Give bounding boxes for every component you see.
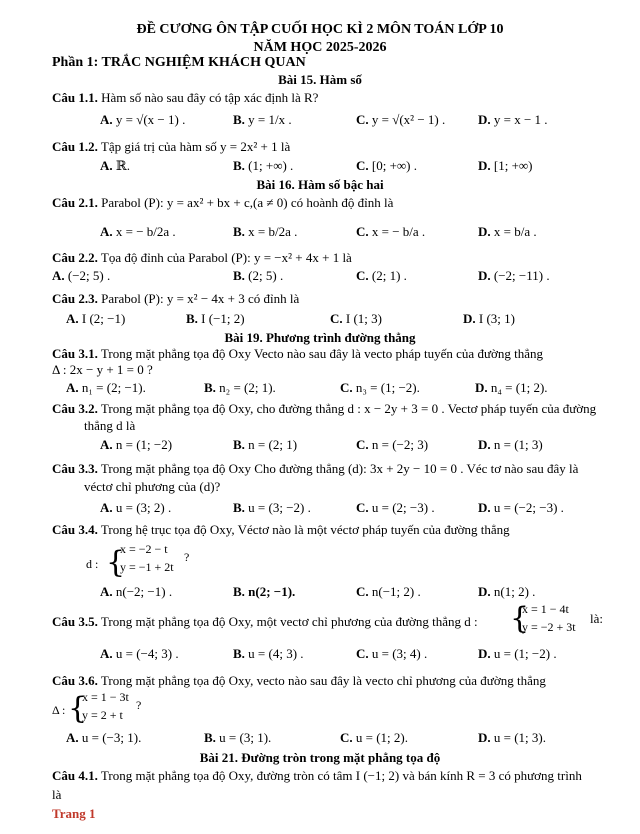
question-3-6: Câu 3.6. Trong mặt phẳng tọa độ Oxy, vecto nào sau đây là vecto chỉ phương của đường thẳng	[52, 673, 546, 688]
question-4-1-line2: là	[52, 787, 62, 802]
q22-option-c[interactable]: C. (2; 1) .	[356, 268, 407, 283]
question-1-1: Câu 1.1. Hàm số nào sau đây có tập xác định là R?	[52, 90, 319, 105]
q21-option-c[interactable]: C. x = − b/a .	[356, 224, 426, 239]
question-4-1: Câu 4.1. Trong mặt phẳng tọa độ Oxy, đường tròn có tâm I (−1; 2) và bán kính R = 3 có phương trình	[52, 768, 582, 783]
brace-icon: {	[510, 601, 530, 636]
q33-option-b[interactable]: B. u = (3; −2) .	[233, 500, 311, 515]
question-1-2: Câu 1.2. Tập giá trị của hàm số y = 2x² + 1 là	[52, 139, 291, 154]
q21-option-d[interactable]: D. x = b/a .	[478, 224, 537, 239]
question-3-3: Câu 3.3. Trong mặt phẳng tọa độ Oxy Cho đường thẳng (d): 3x + 2y − 10 = 0 . Véc tơ nào sau đây là	[52, 461, 579, 476]
q34-option-c[interactable]: C. n(−1; 2) .	[356, 584, 421, 599]
lesson-21-heading: Bài 21. Đường tròn trong mặt phẳng tọa độ	[199, 750, 441, 765]
part-heading: Phần 1: TRẮC NGHIỆM KHÁCH QUAN	[52, 55, 306, 70]
q22-option-d[interactable]: D. (−2; −11) .	[478, 268, 550, 283]
brace-icon: {	[68, 691, 88, 726]
q33-option-d[interactable]: D. u = (−2; −3) .	[478, 500, 564, 515]
q21-option-b[interactable]: B. x = b/2a .	[233, 224, 298, 239]
question-3-3-line2: véctơ chỉ phương của (d)?	[84, 479, 221, 494]
question-3-4: Câu 3.4. Trong hệ trục tọa độ Oxy, Véctơ nào là một véctơ pháp tuyến của đường thẳng	[52, 522, 510, 537]
q35-option-d[interactable]: D. u = (1; −2) .	[478, 646, 557, 661]
lesson-16-heading: Bài 16. Hàm số bậc hai	[256, 177, 384, 192]
q32-option-a[interactable]: A. n = (1; −2)	[100, 437, 173, 452]
question-3-1-line2: Δ : 2x − y + 1 = 0 ?	[52, 362, 153, 377]
q31-option-d[interactable]: D. n₄ = (1; 2).	[475, 380, 548, 395]
q36-option-c[interactable]: C. u = (1; 2).	[340, 730, 408, 745]
q12-option-c[interactable]: C. [0; +∞) .	[356, 158, 418, 173]
q32-option-d[interactable]: D. n = (1; 3)	[478, 437, 543, 452]
q22-option-a[interactable]: A. (−2; 5) .	[52, 268, 111, 283]
question-3-1: Câu 3.1. Trong mặt phẳng tọa độ Oxy Vecto nào sau đây là vecto pháp tuyến của đường thẳng	[52, 346, 543, 361]
q11-option-a[interactable]: A. y = √(x − 1) .	[100, 112, 186, 127]
q35-option-b[interactable]: B. u = (4; 3) .	[233, 646, 304, 661]
q32-option-b[interactable]: B. n = (2; 1)	[233, 437, 298, 452]
q23-option-b[interactable]: B. I (−1; 2)	[186, 311, 245, 326]
page-number: Trang 1	[52, 806, 96, 821]
q12-option-d[interactable]: D. [1; +∞)	[478, 158, 533, 173]
question-3-2-line2: thẳng d là	[84, 418, 136, 433]
q33-option-c[interactable]: C. u = (2; −3) .	[356, 500, 435, 515]
document-title: ĐỀ CƯƠNG ÔN TẬP CUỐI HỌC KÌ 2 MÔN TOÁN LỚP 10	[136, 22, 504, 37]
q12-option-a[interactable]: A. ℝ.	[100, 158, 130, 173]
lesson-15-heading: Bài 15. Hàm số	[278, 72, 362, 87]
q22-option-b[interactable]: B. (2; 5) .	[233, 268, 284, 283]
q36-option-b[interactable]: B. u = (3; 1).	[204, 730, 272, 745]
q31-option-b[interactable]: B. n₂ = (2; 1).	[204, 380, 276, 395]
question-2-2: Câu 2.2. Tọa độ đỉnh của Parabol (P): y = −x² + 4x + 1 là	[52, 250, 352, 265]
q35-option-a[interactable]: A. u = (−4; 3) .	[100, 646, 179, 661]
q32-option-c[interactable]: C. n = (−2; 3)	[356, 437, 429, 452]
q21-option-a[interactable]: A. x = − b/2a .	[100, 224, 176, 239]
q11-option-d[interactable]: D. y = x − 1 .	[478, 112, 548, 127]
q31-option-a[interactable]: A. n₁ = (2; −1).	[66, 380, 146, 395]
q36-option-a[interactable]: A. u = (−3; 1).	[66, 730, 142, 745]
question-3-5: Câu 3.5. Trong mặt phẳng tọa độ Oxy, một vectơ chỉ phương của đường thẳng d :	[52, 614, 478, 629]
q23-option-c[interactable]: C. I (1; 3)	[330, 311, 382, 326]
q31-option-c[interactable]: C. n₃ = (1; −2).	[340, 380, 420, 395]
q11-option-b[interactable]: B. y = 1/x .	[233, 112, 292, 127]
brace-icon: {	[106, 545, 126, 580]
q36-option-d[interactable]: D. u = (1; 3).	[478, 730, 546, 745]
q34-option-b[interactable]: B. n(2; −1).	[233, 584, 296, 599]
q23-option-d[interactable]: D. I (3; 1)	[463, 311, 515, 326]
q35-option-c[interactable]: C. u = (3; 4) .	[356, 646, 428, 661]
q12-option-b[interactable]: B. (1; +∞) .	[233, 158, 294, 173]
q34-option-a[interactable]: A. n(−2; −1) .	[100, 584, 173, 599]
school-year: NĂM HỌC 2025-2026	[253, 40, 387, 55]
q33-option-a[interactable]: A. u = (3; 2) .	[100, 500, 172, 515]
q34-option-d[interactable]: D. n(1; 2) .	[478, 584, 536, 599]
q23-option-a[interactable]: A. I (2; −1)	[66, 311, 126, 326]
question-3-2: Câu 3.2. Trong mặt phẳng tọa độ Oxy, cho đường thẳng d : x − 2y + 3 = 0 . Vectơ pháp tuyến của đường	[52, 401, 597, 416]
lesson-19-heading: Bài 19. Phương trình đường thẳng	[224, 330, 416, 345]
q11-option-c[interactable]: C. y = √(x² − 1) .	[356, 112, 446, 127]
document-page: ĐỀ CƯƠNG ÔN TẬP CUỐI HỌC KÌ 2 MÔN TOÁN LỚP 10 NĂM HỌC 2025-2026 Phần 1: TRẮC NGHIỆM KHÁCH QUAN Bài 15. Hàm số Câu 1.1. Hàm số nào sau đây có tập xác định là R? A. y = √(x − 1) . B. y = 1/x . C. y = √(x² − 1) . D. y = x − 1 . Câu 1.2. Tập giá trị của hàm số y = 2x² + 1 là A. ℝ. B. (1; +∞) . C. [0; +∞) . D. [1; +∞) Bài 16. Hàm số bậc hai Câu 2.1. Parabol (P): y = ax² + bx + c,(a ≠ 0) có hoành độ đỉnh là A. x = − b/2a . B. x = b/2a . C. x = − b/a . D. x = b/a . Câu 2.2. Tọa độ đỉnh của Parabol (P): y = −x² + 4x + 1 là A. (−2; 5) . B. (2; 5) . C. (2; 1) . D. (−2; −11) . Câu 2.3. Parabol (P): y = x² − 4x + 3 có đỉnh là A. I (2; −1) B. I (−1; 2) C. I (1; 3) D. I (3; 1) Bài 19. Phương trình đường thẳng Câu 3.1. Trong mặt phẳng tọa độ Oxy Vecto nào sau đây là vecto pháp tuyến của đường thẳng Δ : 2x − y + 1 = 0 ? A. n₁ = (2; −1). B. n₂ = (2; 1). C. n₃ = (1; −2). D. n₄ = (1; 2). Câu 3.2. Trong mặt phẳng tọa độ Oxy, cho đường thẳng d : x − 2y + 3 = 0 . Vectơ pháp tuyến của đường thẳng d là A. n = (1; −2) B. n = (2; 1) C. n = (−2; 3) D. n = (1; 3) Câu 3.3. Trong mặt phẳng tọa độ Oxy Cho đường thẳng (d): 3x + 2y − 10 = 0 . Véc tơ nào sau đây là véctơ chỉ phương của (d)? A. u = (3; 2) . B. u = (3; −2) . C. u = (2; −3) . D. u = (−2; −3) . Câu 3.4. Trong hệ trục tọa độ Oxy, Véctơ nào là một véctơ pháp tuyến của đường thẳng d : { x = −2 − t y = −1 + 2t ? A. n(−2; −1) . B. n(2; −1). C. n(−1; 2) . D. n(1; 2) . Câu 3.5. Trong mặt phẳng tọa độ Oxy, một vectơ chỉ phương của đường thẳng d : { x = 1 − 4t y = −2 + 3t là: A. u = (−4; 3) . B. u = (4; 3) . C. u = (3; 4) . D. u = (1; −2) . Câu 3.6. Trong mặt phẳng tọa độ Oxy, vecto nào sau đây là vecto chỉ phương của đường thẳng Δ : { x = 1 − 3t y = 2 + t ? A. u = (−3; 1). B. u = (3; 1). C. u = (1; 2). D. u = (1; 3). Bài 21. Đường tròn trong mặt phẳng tọa độ Câu 4.1. Trong mặt phẳng tọa độ Oxy, đường tròn có tâm I (−1; 2) và bán kính R = 3 có phương trình là Trang 1	[0, 0, 640, 834]
question-2-3: Câu 2.3. Parabol (P): y = x² − 4x + 3 có đỉnh là	[52, 291, 300, 306]
question-2-1: Câu 2.1. Parabol (P): y = ax² + bx + c,(a ≠ 0) có hoành độ đỉnh là	[52, 195, 394, 210]
